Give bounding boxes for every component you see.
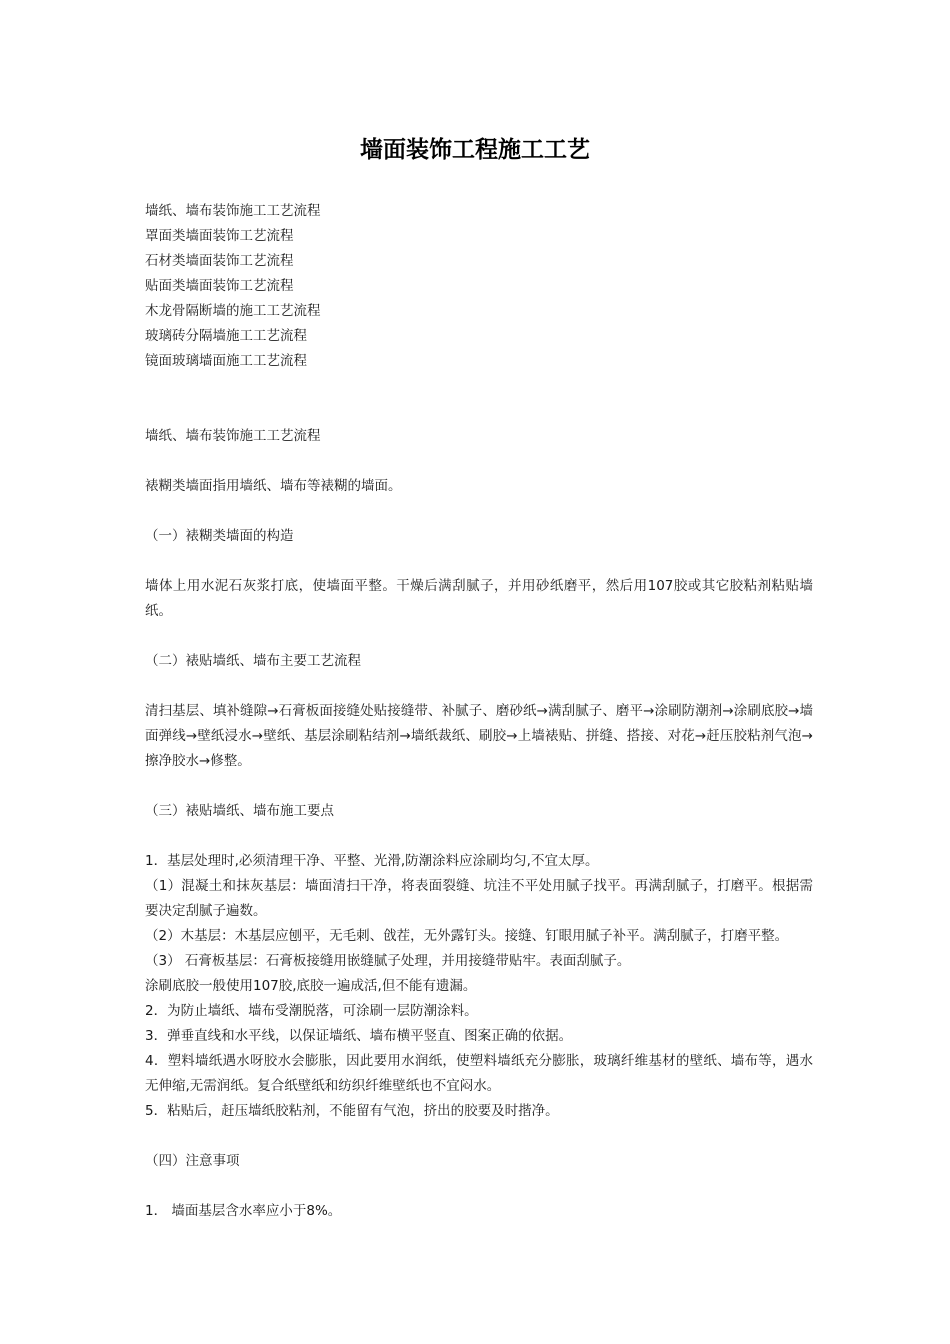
toc-item: 贴面类墙面装饰工艺流程	[145, 278, 294, 294]
table-of-contents	[145, 199, 813, 374]
toc-item: 石材类墙面装饰工艺流程	[145, 253, 294, 269]
list-item: 5．粘贴后，赶压墙纸胶粘剂，不能留有气泡，挤出的胶要及时揩净。	[145, 1103, 559, 1119]
subsection-heading-2: （二）裱贴墙纸、墙布主要工艺流程	[145, 653, 361, 669]
list-item: （3） 石膏板基层：石膏板接缝用嵌缝腻子处理，并用接缝带贴牢。表面刮腻子。	[145, 953, 631, 969]
list-item: （1）混凝土和抹灰基层：墙面清扫干净，将表面裂缝、坑洼不平处用腻子找平。再满刮腻子，打磨平。根据需要决定刮腻子遍数。	[145, 878, 813, 919]
toc-item: 镜面玻璃墙面施工工艺流程	[145, 353, 307, 369]
process-flow-paragraph: 清扫基层、填补缝隙→石膏板面接缝处贴接缝带、补腻子、磨砂纸→满刮腻子、磨平→涂刷防潮剂→涂刷底胶→墙面弹线→壁纸浸水→壁纸、基层涂刷粘结剂→墙纸裁纸、刷胶→上墙裱贴、拼缝、搭接、对花→赶压胶粘剂气泡→擦净胶水→修整。	[145, 703, 813, 769]
section-heading: 墙纸、墙布装饰施工工艺流程	[145, 428, 321, 444]
toc-item: 玻璃砖分隔墙施工工艺流程	[145, 328, 307, 344]
document-title: 墙面装饰工程施工工艺	[360, 136, 590, 163]
list-item: 1．基层处理时,必须清理干净、平整、光滑,防潮涂料应涂刷均匀,不宜太厚。	[145, 853, 599, 869]
list-item: 3．弹垂直线和水平线，以保证墙纸、墙布横平竖直、图案正确的依据。	[145, 1028, 573, 1044]
list-item: 2．为防止墙纸、墙布受潮脱落，可涂刷一层防潮涂料。	[145, 1003, 478, 1019]
key-points-list	[145, 849, 813, 1124]
notes-list	[145, 1199, 813, 1224]
subsection-heading-3: （三）裱贴墙纸、墙布施工要点	[145, 803, 334, 819]
subsection-heading-1: （一）裱糊类墙面的构造	[145, 528, 294, 544]
list-item: 1． 墙面基层含水率应小于8%。	[145, 1203, 342, 1219]
document-body	[145, 199, 813, 1249]
construction-paragraph: 墙体上用水泥石灰浆打底，使墙面平整。干燥后满刮腻子，并用砂纸磨平，然后用107胶或其它胶粘剂粘贴墙纸。	[145, 578, 813, 619]
list-item: 4．塑料墙纸遇水呀胶水会膨胀，因此要用水润纸，使塑料墙纸充分膨胀，玻璃纤维基材的壁纸、墙布等，遇水无伸缩,无需润纸。复合纸壁纸和纺织纤维壁纸也不宜闷水。	[145, 1053, 813, 1094]
toc-item: 墙纸、墙布装饰施工工艺流程	[145, 203, 321, 219]
intro-paragraph: 裱糊类墙面指用墙纸、墙布等裱糊的墙面。	[145, 478, 402, 494]
list-item: 涂刷底胶一般使用107胶,底胶一遍成活,但不能有遗漏。	[145, 978, 477, 994]
toc-item: 罩面类墙面装饰工艺流程	[145, 228, 294, 244]
list-item: （2）木基层：木基层应刨平，无毛刺、戗茬，无外露钉头。接缝、钉眼用腻子补平。满刮腻子，打磨平整。	[145, 928, 789, 944]
toc-item: 木龙骨隔断墙的施工工艺流程	[145, 303, 321, 319]
subsection-heading-4: （四）注意事项	[145, 1153, 240, 1169]
